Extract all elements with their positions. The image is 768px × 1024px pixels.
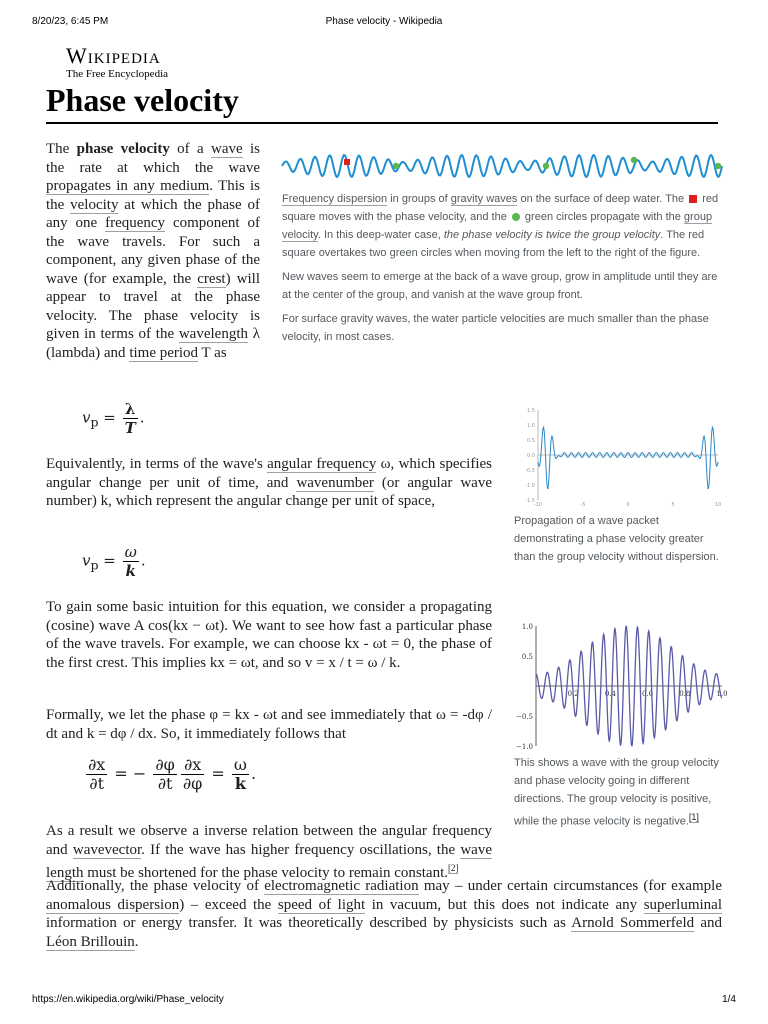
eq-var: v <box>82 551 91 570</box>
x-tick-label: 0.8 <box>679 690 691 698</box>
text: red square moves with the phase velocity, and the <box>282 193 719 223</box>
text: Additionally, the phase velocity of <box>46 878 265 894</box>
green-circle-icon <box>512 213 520 221</box>
paragraph-intuition: To gain some basic intuition for this equation, we consider a propagating (cosine) wave A cos(kx − ωt). We want to see how fast a particular phase of the wave travels. For example, we can choose kx - ωt = 0, the phase of the first crest. This implies kx = ωt, and so v = x / t = ω / k. <box>46 599 492 671</box>
eq-den: ∂φ <box>182 774 203 793</box>
figure-caption <box>282 190 722 262</box>
text: must be shortened for the phase velocity to remain constant. <box>83 865 448 881</box>
eq-num: ∂x <box>88 755 106 774</box>
eq-end: . <box>140 551 146 570</box>
paragraph-angular <box>46 455 492 511</box>
eq-fraction <box>232 756 249 793</box>
x-tick-label: -5 <box>580 502 586 508</box>
logo-tagline: The Free Encyclopedia <box>66 68 169 80</box>
text: λ (lambda) and <box>46 326 260 361</box>
x-tick-label: 0.2 <box>567 690 579 698</box>
link-wavelength[interactable]: wavelength <box>178 326 248 342</box>
link-wavenumber[interactable]: wavenumber <box>296 474 374 491</box>
green-circle-marker <box>715 163 721 169</box>
figure-caption-2: New waves seem to emerge at the back of a wave group, grow in amplitude until they are at the center of the group, and vanish at the wave group front. <box>282 271 718 301</box>
eq-end: . <box>139 408 145 427</box>
x-tick-label: -10 <box>533 502 543 508</box>
y-tick-label: 0.0 <box>527 453 535 459</box>
y-tick-label: 1.0 <box>527 423 535 429</box>
eq-num: ∂x <box>181 756 204 775</box>
page-title: Phase velocity <box>46 78 718 124</box>
eq-num: ∂φ <box>155 755 175 774</box>
link-arnold-sommerfeld[interactable]: Arnold Sommerfeld <box>571 915 695 931</box>
gravity-waves-image[interactable] <box>282 146 722 186</box>
red-square-marker <box>344 159 350 165</box>
eq-op: = <box>98 551 121 570</box>
eq-var: v <box>82 408 91 427</box>
x-tick-label: 0 <box>626 502 630 508</box>
link-electromagnetic-radiation[interactable]: electromagnetic radiation <box>264 878 419 894</box>
eq-fraction <box>123 400 138 437</box>
text: . <box>134 933 139 950</box>
wave-packet-chart[interactable] <box>514 404 724 508</box>
text: ω, which specifies angular change per unit of time, and <box>46 456 492 491</box>
eq-den: ∂t <box>157 774 173 793</box>
paragraph-result-b <box>46 877 722 951</box>
eq-fraction <box>153 756 176 793</box>
link-speed-of-light[interactable]: speed of light <box>277 896 366 913</box>
link-crest[interactable]: crest <box>197 270 226 287</box>
link-anomalous-dispersion[interactable]: anomalous dispersion <box>46 896 180 913</box>
eq-den: k <box>125 562 136 580</box>
print-footer <box>32 994 736 1010</box>
text: green circles propagate with the <box>521 211 684 223</box>
text: and <box>694 915 723 931</box>
print-tab-title: Phase velocity - Wikipedia <box>325 16 443 27</box>
text: The <box>46 141 77 157</box>
text: ) will appear to travel at the phase velocity. The phase velocity is given in terms of the <box>46 270 260 342</box>
link-wave-length[interactable]: wave length <box>46 841 492 881</box>
logo-wordmark: Wikipedia <box>66 43 161 68</box>
text: component of the wave travels. For such a component, any given phase of the wave (for example, the <box>46 215 260 287</box>
link-time-period[interactable]: time period <box>129 344 199 361</box>
y-tick-label: 0.5 <box>527 438 535 444</box>
figure-caption: Propagation of a wave packet demonstrating a phase velocity greater than the group velocity without dispersion. <box>514 515 719 563</box>
figure-opposite-velocities <box>514 614 728 831</box>
y-tick-label: -1.0 <box>525 483 535 489</box>
text: information or energy transfer. It was theoretically described by physicists such as <box>46 915 572 931</box>
y-tick-label: −0.5 <box>516 713 533 721</box>
text: T as <box>198 344 227 361</box>
eq-den: k <box>234 774 246 793</box>
x-tick-label: 10 <box>714 502 722 508</box>
eq-sub: p <box>90 414 99 430</box>
eq-sub: p <box>90 557 99 573</box>
text: at which the phase of any one <box>46 196 260 231</box>
text: on the surface of deep water. The <box>517 193 688 205</box>
x-tick-label: 0.6 <box>642 690 654 698</box>
link-propagates[interactable]: propagates in any medium <box>46 178 210 194</box>
bold-term: phase velocity <box>76 141 170 157</box>
text: . In this deep-water case, <box>317 229 444 241</box>
eq-op: = <box>98 408 121 427</box>
text: ) – exceed the <box>179 896 278 913</box>
text: may – under certain circumstances (for example <box>418 878 722 894</box>
figure-caption <box>514 754 724 831</box>
link-frequency[interactable]: frequency <box>105 215 166 231</box>
eq-num: λ <box>124 400 136 418</box>
eq-op: = <box>206 764 230 783</box>
y-tick-label: 1.5 <box>527 408 535 414</box>
eq-num: ω <box>124 543 137 561</box>
text: . If the wave has higher frequency oscillations, the <box>141 841 461 858</box>
wave-packet-line <box>538 427 718 488</box>
link-group-velocity[interactable]: group velocity <box>282 211 713 241</box>
text: . This is the <box>46 178 260 213</box>
italic-text: the phase velocity is twice the group velocity <box>443 229 661 241</box>
y-tick-label: -1.5 <box>525 498 535 504</box>
link-velocity[interactable]: velocity <box>70 196 119 213</box>
paragraph-formally: Formally, we let the phase φ = kx - ωt and see immediately that ω = -dφ / dt and k = dφ / dx. So, it immediately follows that <box>46 707 492 742</box>
text: Equivalently, in terms of the wave's <box>46 456 268 472</box>
red-square-icon <box>689 195 697 203</box>
green-circle-marker <box>631 157 637 163</box>
y-tick-label: -0.5 <box>525 468 535 474</box>
x-tick-label: 1.0 <box>716 690 728 698</box>
link-wave[interactable]: wave <box>211 141 243 157</box>
eq-op: = − <box>109 764 152 783</box>
eq-fraction <box>86 756 107 793</box>
ref-1[interactable]: [1] <box>688 812 699 822</box>
ref-2[interactable]: [2] <box>447 863 459 873</box>
figure-wave-packet <box>514 404 724 566</box>
green-circle-marker <box>543 163 549 169</box>
link-wavevector[interactable]: wavevector <box>72 841 142 858</box>
y-tick-label: 0.5 <box>521 653 533 661</box>
x-tick-label: 5 <box>671 502 675 508</box>
link-gravity-waves[interactable]: gravity waves <box>450 193 518 205</box>
text: (or angular wave number) k, which represent the angular change per unit of space, <box>46 474 492 509</box>
link-angular-frequency[interactable]: angular frequency <box>267 456 377 472</box>
eq-den: T <box>124 419 136 437</box>
eq-den: ∂t <box>89 774 104 793</box>
print-datetime: 8/20/23, 6:45 PM <box>32 16 109 27</box>
text: This shows a wave with the group velocity and phase velocity going in different directions. The group velocity is positive, while the phase velocity is negative. <box>514 757 719 828</box>
paragraph-result-a <box>46 822 492 883</box>
equation-phase-velocity-lambda <box>82 400 145 437</box>
link-leon-brillouin[interactable]: Léon Brillouin <box>46 933 135 950</box>
eq-fraction <box>181 756 204 793</box>
y-tick-label: −1.0 <box>516 743 533 751</box>
text: is the rate at which the wave <box>46 141 260 176</box>
link-superluminal[interactable]: superluminal <box>643 896 723 913</box>
print-header <box>32 16 736 32</box>
equation-partial <box>84 756 256 793</box>
opposite-velocities-chart[interactable] <box>514 614 728 752</box>
text: in groups of <box>387 193 451 205</box>
print-page-number: 1/4 <box>722 994 736 1005</box>
wave-group-line <box>282 155 722 177</box>
link-frequency-dispersion[interactable]: Frequency dispersion <box>282 193 388 205</box>
text: . The red square overtakes two green circles when moving from the left to the right of the figure. <box>282 229 705 259</box>
green-circle-marker <box>393 163 399 169</box>
x-tick-label: 0.4 <box>604 690 616 698</box>
figure-gravity-waves <box>282 146 722 346</box>
eq-end: . <box>250 764 257 783</box>
figure-caption-3: For surface gravity waves, the water particle velocities are much smaller than the phase velocity, in most cases. <box>282 313 709 343</box>
print-url: https://en.wikipedia.org/wiki/Phase_velocity <box>32 994 224 1005</box>
eq-num: ω <box>233 755 247 774</box>
equation-phase-velocity-omega <box>82 543 146 580</box>
text: of a <box>169 141 211 157</box>
wikipedia-logo[interactable] <box>66 44 168 81</box>
eq-fraction <box>123 543 139 580</box>
lead-paragraph <box>46 140 260 362</box>
y-tick-label: 1.0 <box>521 623 533 631</box>
text: in vacuum, but this does not indicate any <box>365 896 644 913</box>
text: As a result we observe a inverse relation between the angular frequency and <box>46 823 492 858</box>
